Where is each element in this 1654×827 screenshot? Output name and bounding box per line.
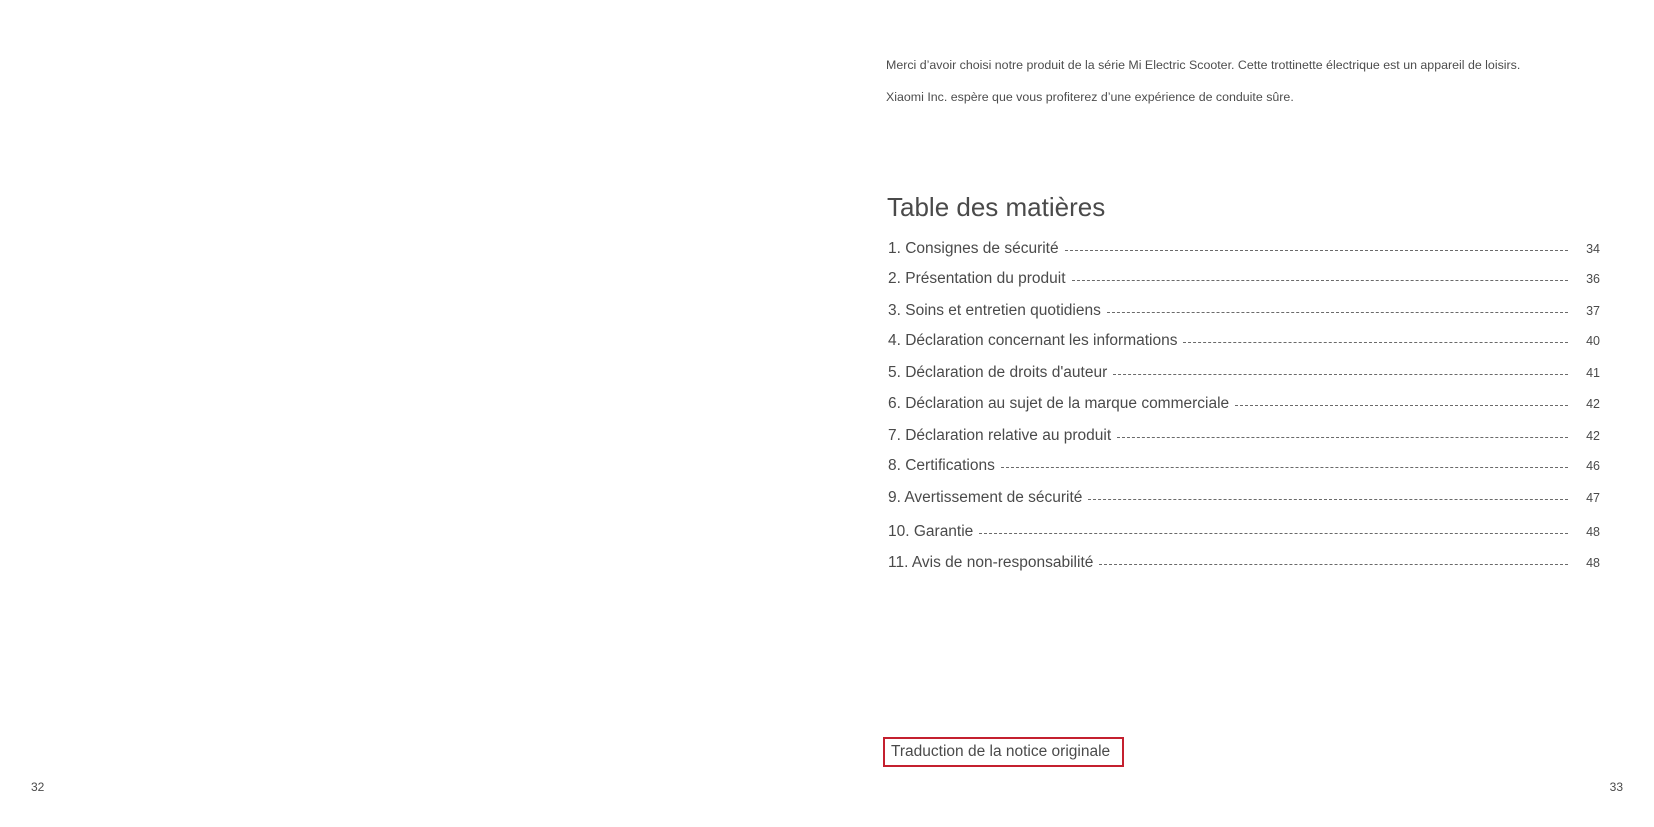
toc-dot-leader (1001, 467, 1568, 468)
toc-entry-page: 48 (1586, 556, 1600, 570)
intro-line-1: Merci d’avoir choisi notre produit de la série Mi Electric Scooter. Cette trottinette électrique est un appareil de loisirs. (886, 58, 1521, 72)
translation-note-box (883, 737, 1124, 767)
toc-entry[interactable] (888, 425, 1600, 447)
toc-entry-page: 46 (1586, 459, 1600, 473)
toc-entry-label: 1. Consignes de sécurité (888, 240, 1059, 257)
toc-dot-leader (1235, 405, 1568, 406)
toc-dot-leader (1107, 312, 1568, 313)
toc-dot-leader (1183, 342, 1568, 343)
toc-entry[interactable] (888, 455, 1600, 477)
toc-entry-label: 2. Présentation du produit (888, 270, 1066, 287)
toc-dot-leader (1065, 250, 1568, 251)
toc-entry-page: 40 (1586, 334, 1600, 348)
toc-entry-page: 47 (1586, 491, 1600, 505)
toc-entry[interactable] (888, 238, 1600, 260)
toc-title: Table des matières (887, 192, 1106, 222)
toc-entry[interactable] (888, 487, 1600, 509)
toc-entry-label: 6. Déclaration au sujet de la marque commerciale (888, 395, 1230, 412)
toc-entry-label: 10. Garantie (888, 523, 974, 540)
toc-entry-page: 34 (1586, 242, 1600, 256)
toc-entry[interactable] (888, 552, 1600, 574)
toc-dot-leader (1088, 499, 1568, 500)
left-page-number: 32 (31, 780, 45, 794)
toc-entry-page: 37 (1586, 304, 1600, 318)
toc-dot-leader (1099, 564, 1568, 565)
toc-entry-page: 48 (1586, 525, 1600, 539)
toc-dot-leader (1117, 437, 1568, 438)
toc-entry[interactable] (888, 268, 1600, 290)
toc-entry-page: 42 (1586, 429, 1600, 443)
toc-entry[interactable] (888, 521, 1600, 543)
toc-entry[interactable] (888, 362, 1600, 384)
toc-entry-page: 42 (1586, 397, 1600, 411)
toc-entry-label: 3. Soins et entretien quotidiens (888, 302, 1101, 319)
toc-dot-leader (1072, 280, 1568, 281)
translation-note-text: Traduction de la notice originale (891, 743, 1111, 760)
toc-entry[interactable] (888, 393, 1600, 415)
right-page-number: 33 (1609, 780, 1623, 794)
toc-entry[interactable] (888, 300, 1600, 322)
toc-entry-label: 8. Certifications (888, 457, 995, 474)
intro-line-2: Xiaomi Inc. espère que vous profiterez d’une expérience de conduite sûre. (886, 90, 1294, 104)
toc-dot-leader (979, 533, 1568, 534)
toc-entry-label: 11. Avis de non-responsabilité (888, 554, 1094, 571)
intro-text (886, 57, 1626, 121)
toc-entry-page: 36 (1586, 272, 1600, 286)
toc-entry[interactable] (888, 330, 1600, 352)
toc-entry-label: 5. Déclaration de droits d'auteur (888, 364, 1108, 381)
toc-dot-leader (1113, 374, 1568, 375)
toc-entry-label: 4. Déclaration concernant les informations (888, 332, 1178, 349)
toc-entry-label: 9. Avertissement de sécurité (888, 489, 1083, 506)
toc-entry-page: 41 (1586, 366, 1600, 380)
right-page (827, 0, 1654, 827)
toc-entry-label: 7. Déclaration relative au produit (888, 427, 1112, 444)
